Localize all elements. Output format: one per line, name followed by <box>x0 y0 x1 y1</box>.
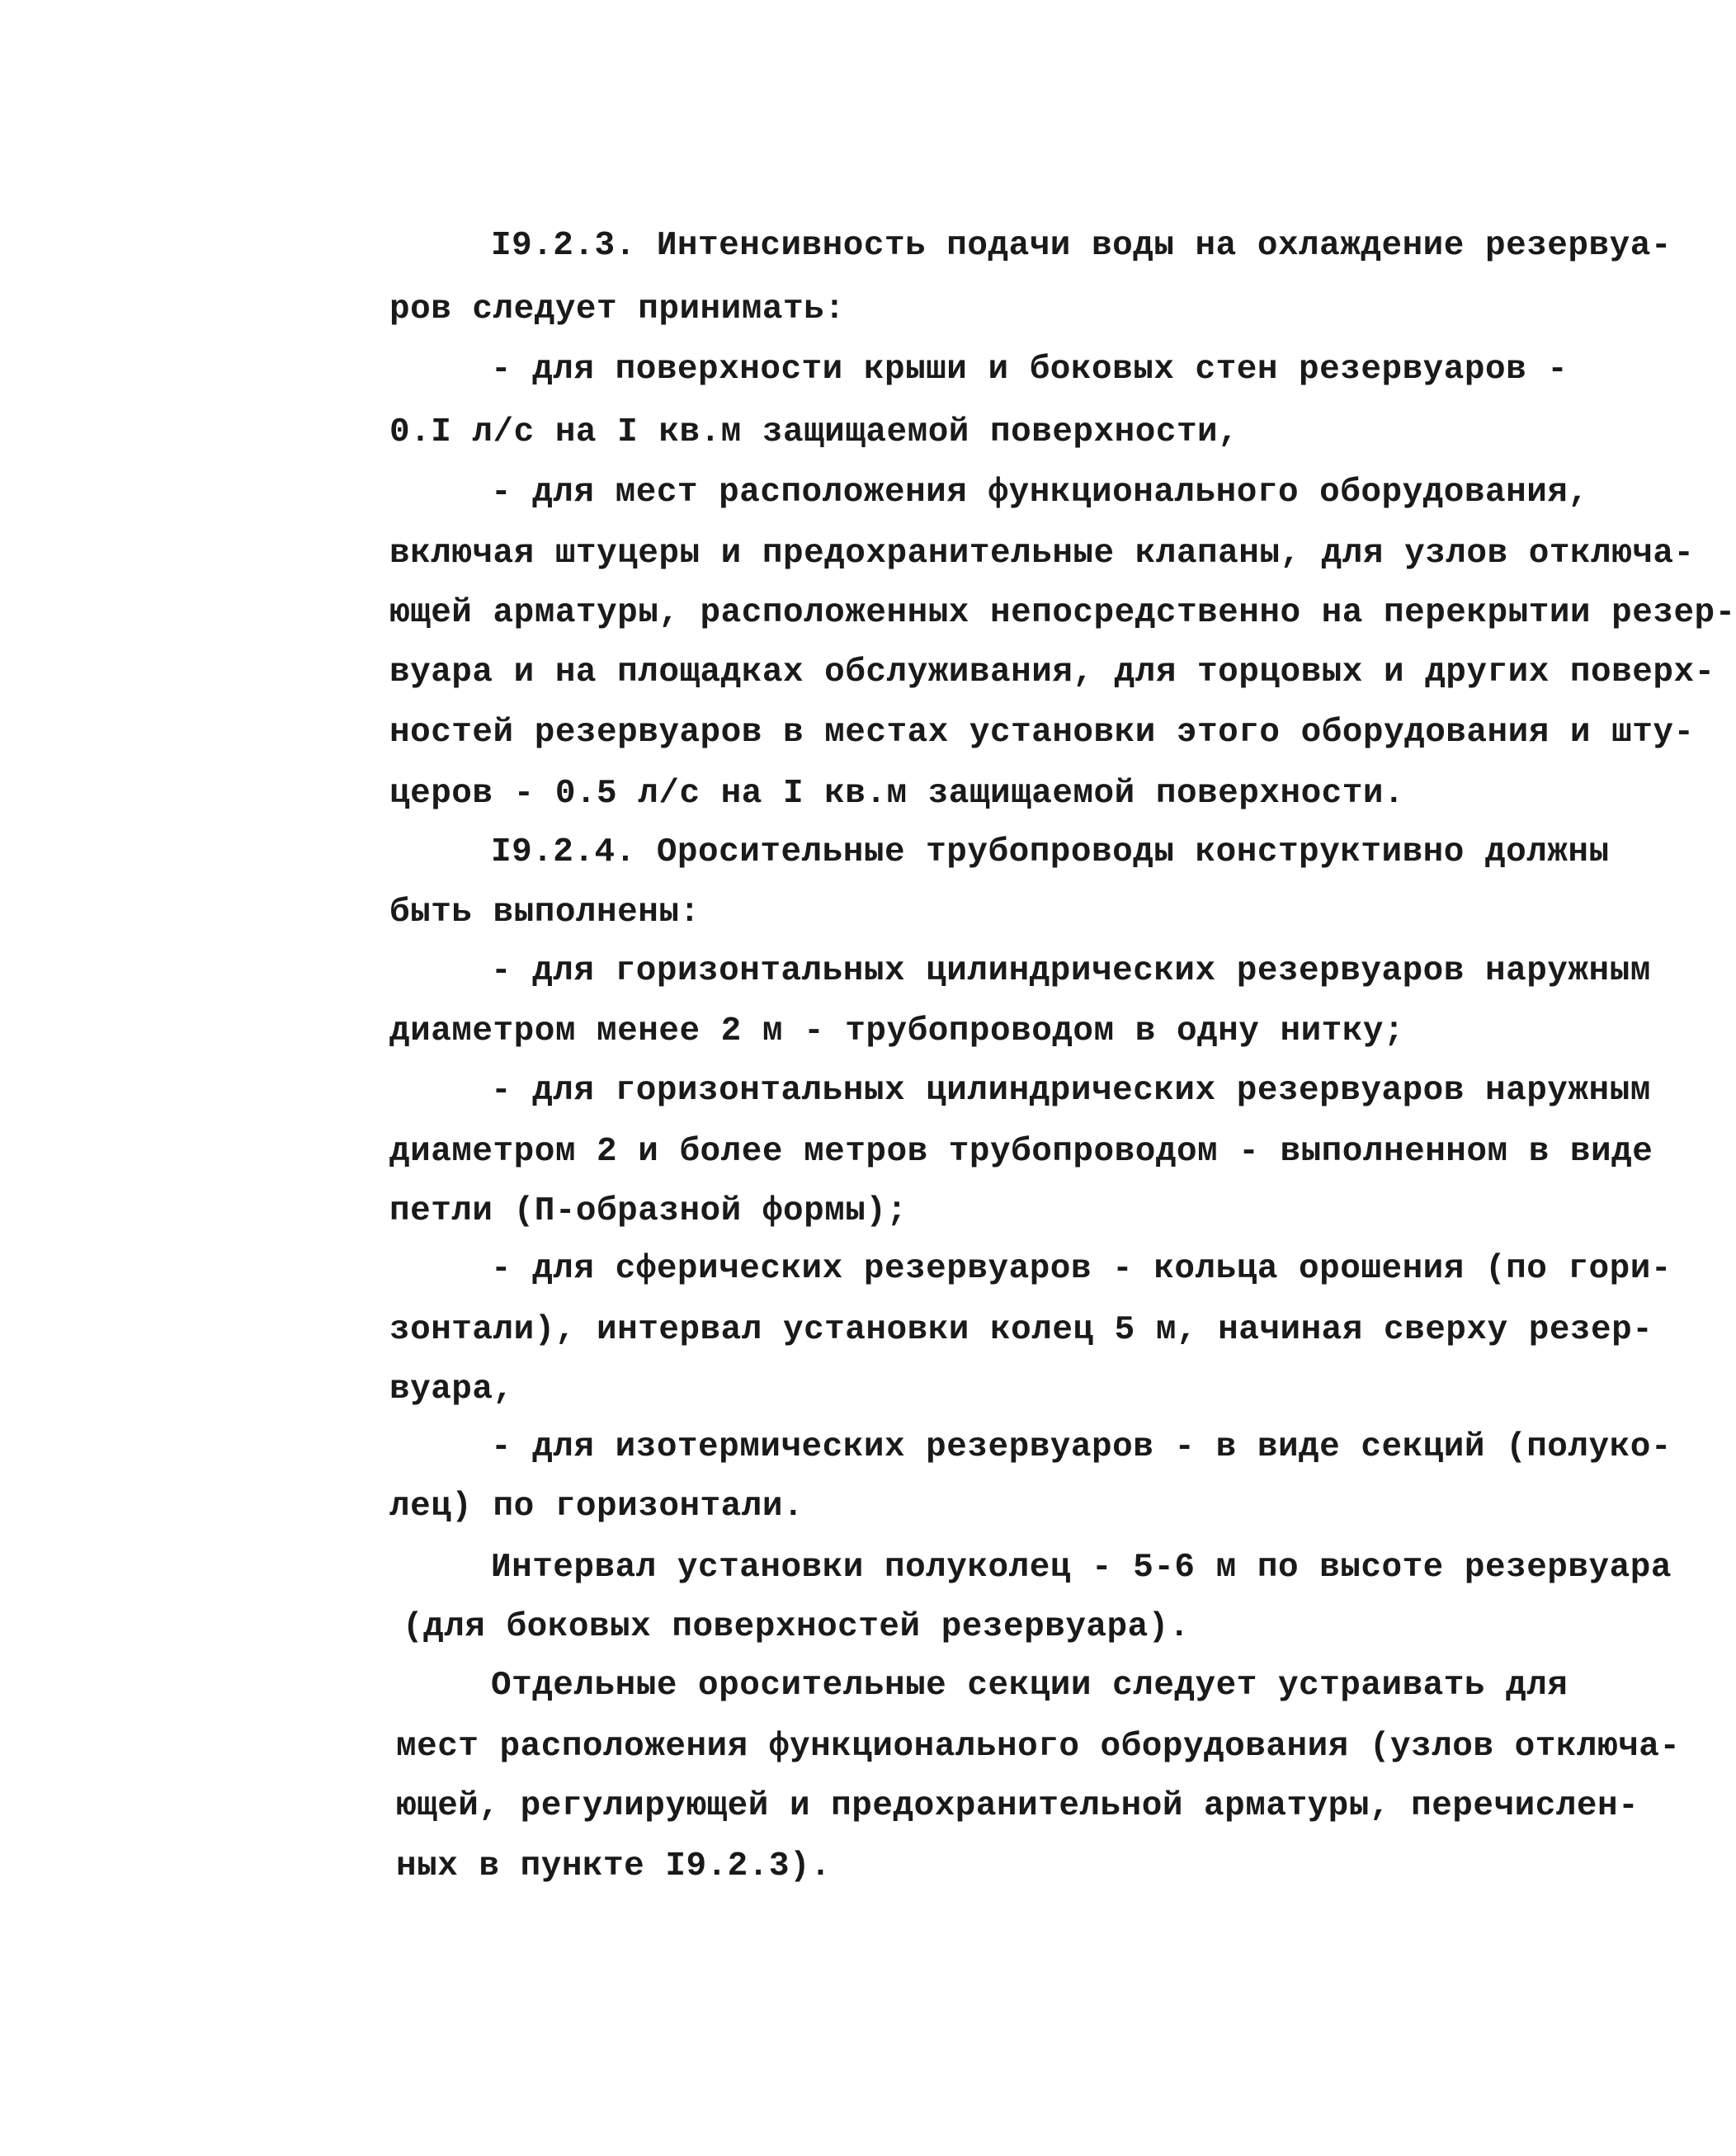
text-line: вуара, <box>389 1370 514 1408</box>
text-line: ров следует принимать: <box>389 290 846 328</box>
text-line: лец) по горизонтали. <box>389 1488 804 1526</box>
text-line: зонтали), интервал установки колец 5 м, начиная сверху резер- <box>389 1311 1653 1349</box>
text-line: - для изотермических резервуаров - в виде секций (полуко- <box>491 1428 1672 1466</box>
text-line: ных в пункте I9.2.3). <box>396 1847 832 1885</box>
text-line: I9.2.4. Оросительные трубопроводы конструктивно должны <box>491 833 1610 871</box>
text-line: включая штуцеры и предохранительные клапаны, для узлов отключа- <box>389 535 1695 573</box>
text-line: диаметром 2 и более метров трубопроводом - выполненном в виде <box>389 1133 1653 1171</box>
text-line: 0.I л/с на I кв.м защищаемой поверхности, <box>389 413 1239 451</box>
text-line: петли (П-образной формы); <box>389 1192 908 1230</box>
text-line: диаметром менее 2 м - трубопроводом в одну нитку; <box>389 1012 1405 1050</box>
text-line: - для поверхности крыши и боковых стен резервуаров - <box>491 351 1569 389</box>
text-line: Интервал установки полуколец - 5-6 м по высоте резервуара <box>491 1549 1672 1587</box>
text-line: вуара и на площадках обслуживания, для торцовых и других поверх- <box>389 653 1715 691</box>
text-line: Отдельные оросительные секции следует устраивать для <box>491 1667 1569 1705</box>
text-line: - для мест расположения функционального оборудования, <box>491 474 1589 512</box>
text-line: ющей арматуры, расположенных непосредственно на перекрытии резер- <box>389 594 1736 632</box>
text-line: - для горизонтальных цилиндрических резервуаров наружным <box>491 952 1651 990</box>
text-line: I9.2.3. Интенсивность подачи воды на охлаждение резервуа- <box>491 227 1672 265</box>
text-line: мест расположения функционального оборудования (узлов отключа- <box>396 1728 1681 1766</box>
text-line: ющей, регулирующей и предохранительной арматуры, перечислен- <box>396 1787 1639 1825</box>
text-line: (для боковых поверхностей резервуара). <box>403 1608 1190 1646</box>
text-line: - для горизонтальных цилиндрических резервуаров наружным <box>491 1072 1651 1110</box>
text-line: ностей резервуаров в местах установки этого оборудования и шту- <box>389 714 1695 752</box>
text-line: быть выполнены: <box>389 894 701 932</box>
text-line: церов - 0.5 л/с на I кв.м защищаемой поверхности. <box>389 775 1405 813</box>
text-line: - для сферических резервуаров - кольца орошения (по гори- <box>491 1250 1672 1288</box>
